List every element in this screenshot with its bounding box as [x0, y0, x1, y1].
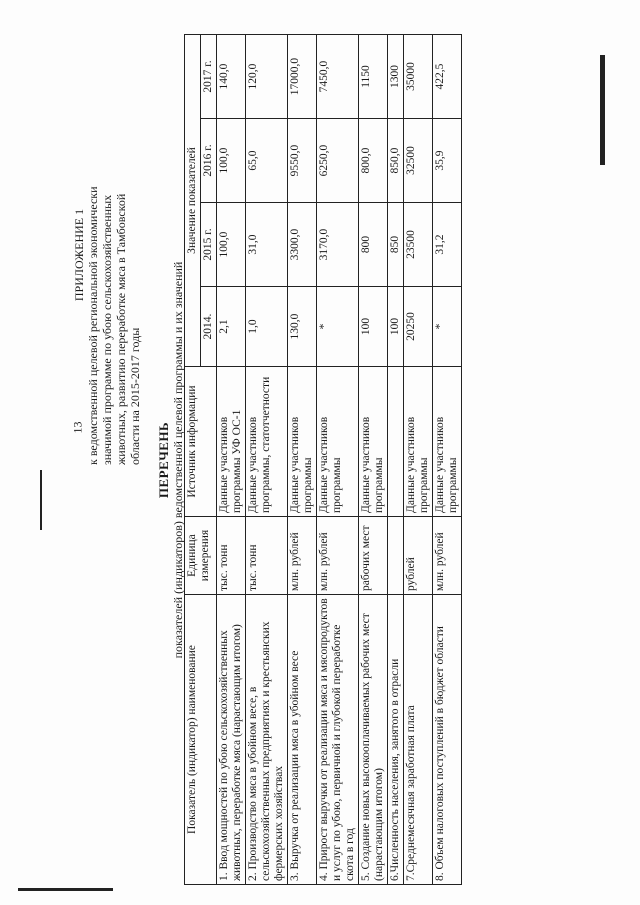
cell-indicator: 7.Среднемесячная заработная плата	[404, 595, 433, 885]
table-row	[246, 34, 288, 884]
col-header-unit: Единица измерения	[185, 517, 217, 595]
appendix-line: к ведомственной целевой региональной экономически	[86, 186, 100, 465]
appendix-line: животных, развитию переработке мяса в Тамбовской	[114, 193, 128, 465]
table-row	[359, 34, 388, 884]
table-row	[317, 34, 359, 884]
cell-value: *	[317, 287, 359, 367]
cell-value: 800,0	[359, 119, 388, 203]
col-header-values: Значение показателей	[185, 34, 201, 366]
indicators-table	[184, 34, 462, 885]
col-header-year: 2016 г.	[201, 119, 217, 203]
cell-source: Данные участников программы	[359, 367, 388, 517]
cell-indicator: 4. Прирост выручки от реализации мяса и мясопродуктов и услуг по убою, первичной и глубокой переработке скота в год	[317, 595, 359, 885]
cell-value: 23500	[404, 203, 433, 287]
col-header-year: 2015 г.	[201, 203, 217, 287]
cell-value: 35000	[404, 34, 433, 118]
appendix-line: значимой программе по убою сельскохозяйственных	[100, 194, 114, 465]
col-header-year: 2014.	[201, 287, 217, 367]
table-row	[217, 34, 246, 884]
page-number: 13	[70, 421, 85, 434]
cell-value: 17000,0	[288, 34, 317, 118]
cell-source	[388, 367, 404, 517]
cell-value: 32500	[404, 119, 433, 203]
col-header-year: 2017 г.	[201, 34, 217, 118]
scan-edge-mark-left	[40, 470, 42, 530]
cell-unit: млн. рублей	[433, 517, 462, 595]
appendix-header	[72, 35, 142, 465]
table-row	[433, 34, 462, 884]
document-heading: ПЕРЕЧЕНЬ	[156, 421, 171, 499]
cell-unit: млн. рублей	[288, 517, 317, 595]
cell-value: 3170,0	[317, 203, 359, 287]
cell-indicator: 3. Выручка от реализации мяса в убойном весе	[288, 595, 317, 885]
cell-source: Данные участников программы УФ ОС-1	[217, 367, 246, 517]
table-row	[388, 34, 404, 884]
cell-value: 7450,0	[317, 34, 359, 118]
cell-value: 2,1	[217, 287, 246, 367]
cell-value: 31,2	[433, 203, 462, 287]
cell-source: Данные участников программы, статотчетности	[246, 367, 288, 517]
scan-edge-mark-top	[600, 55, 605, 165]
cell-value: 422,5	[433, 34, 462, 118]
cell-value: *	[433, 287, 462, 367]
cell-value: 35,9	[433, 119, 462, 203]
table-row	[288, 34, 317, 884]
cell-source: Данные участников программы	[317, 367, 359, 517]
document-subheading: показателей (индикаторов) ведомственной целевой программы и их значений	[171, 261, 185, 659]
col-header-source: Источник информации	[185, 367, 217, 517]
cell-source: Данные участников программы	[433, 367, 462, 517]
appendix-title: ПРИЛОЖЕНИЕ 1	[72, 208, 86, 302]
cell-value: 65,0	[246, 119, 288, 203]
cell-value: 3300,0	[288, 203, 317, 287]
cell-value: 31,0	[246, 203, 288, 287]
cell-value: 6250,0	[317, 119, 359, 203]
cell-value: 9550,0	[288, 119, 317, 203]
col-header-indicator: Показатель (индикатор) наименование	[185, 595, 217, 885]
cell-value: 1,0	[246, 287, 288, 367]
cell-unit: тыс. тонн	[217, 517, 246, 595]
cell-unit: рублей	[404, 517, 433, 595]
cell-value: 130,0	[288, 287, 317, 367]
cell-source: Данные участников программы	[404, 367, 433, 517]
cell-unit: млн. рублей	[317, 517, 359, 595]
rotated-page-content	[72, 35, 572, 885]
cell-value: 1300	[388, 34, 404, 118]
scan-edge-mark-bottom	[18, 888, 113, 891]
cell-indicator: 1. Ввод мощностей по убою сельскохозяйственных животных, переработке мяса (нарастающим итогом)	[217, 595, 246, 885]
appendix-line: области на 2015-2017 годы	[128, 327, 142, 465]
cell-indicator: 2. Производство мяса в убойном весе, в сельскохозяйственных предприятиях и крестьянских фермерских хозяйствах	[246, 595, 288, 885]
cell-value: 140,0	[217, 34, 246, 118]
cell-indicator: 8. Объем налоговых поступлений в бюджет области	[433, 595, 462, 885]
cell-indicator: 6.Численность населения, занятого в отрасли	[388, 595, 404, 885]
cell-value: 800	[359, 203, 388, 287]
cell-value: 100,0	[217, 119, 246, 203]
table-header-row	[185, 34, 201, 884]
cell-value: 100,0	[217, 203, 246, 287]
cell-value: 100	[359, 287, 388, 367]
cell-value: 20250	[404, 287, 433, 367]
cell-unit: тыс. тонн	[246, 517, 288, 595]
cell-source: Данные участников программы	[288, 367, 317, 517]
cell-value: 120,0	[246, 34, 288, 118]
cell-value: 100	[388, 287, 404, 367]
cell-value: 850,0	[388, 119, 404, 203]
cell-unit	[388, 517, 404, 595]
cell-value: 850	[388, 203, 404, 287]
cell-indicator: 5. Создание новых высокооплачиваемых рабочих мест (нарастающим итогом)	[359, 595, 388, 885]
table-row	[404, 34, 433, 884]
cell-unit: рабочих мест	[359, 517, 388, 595]
cell-value: 1150	[359, 34, 388, 118]
